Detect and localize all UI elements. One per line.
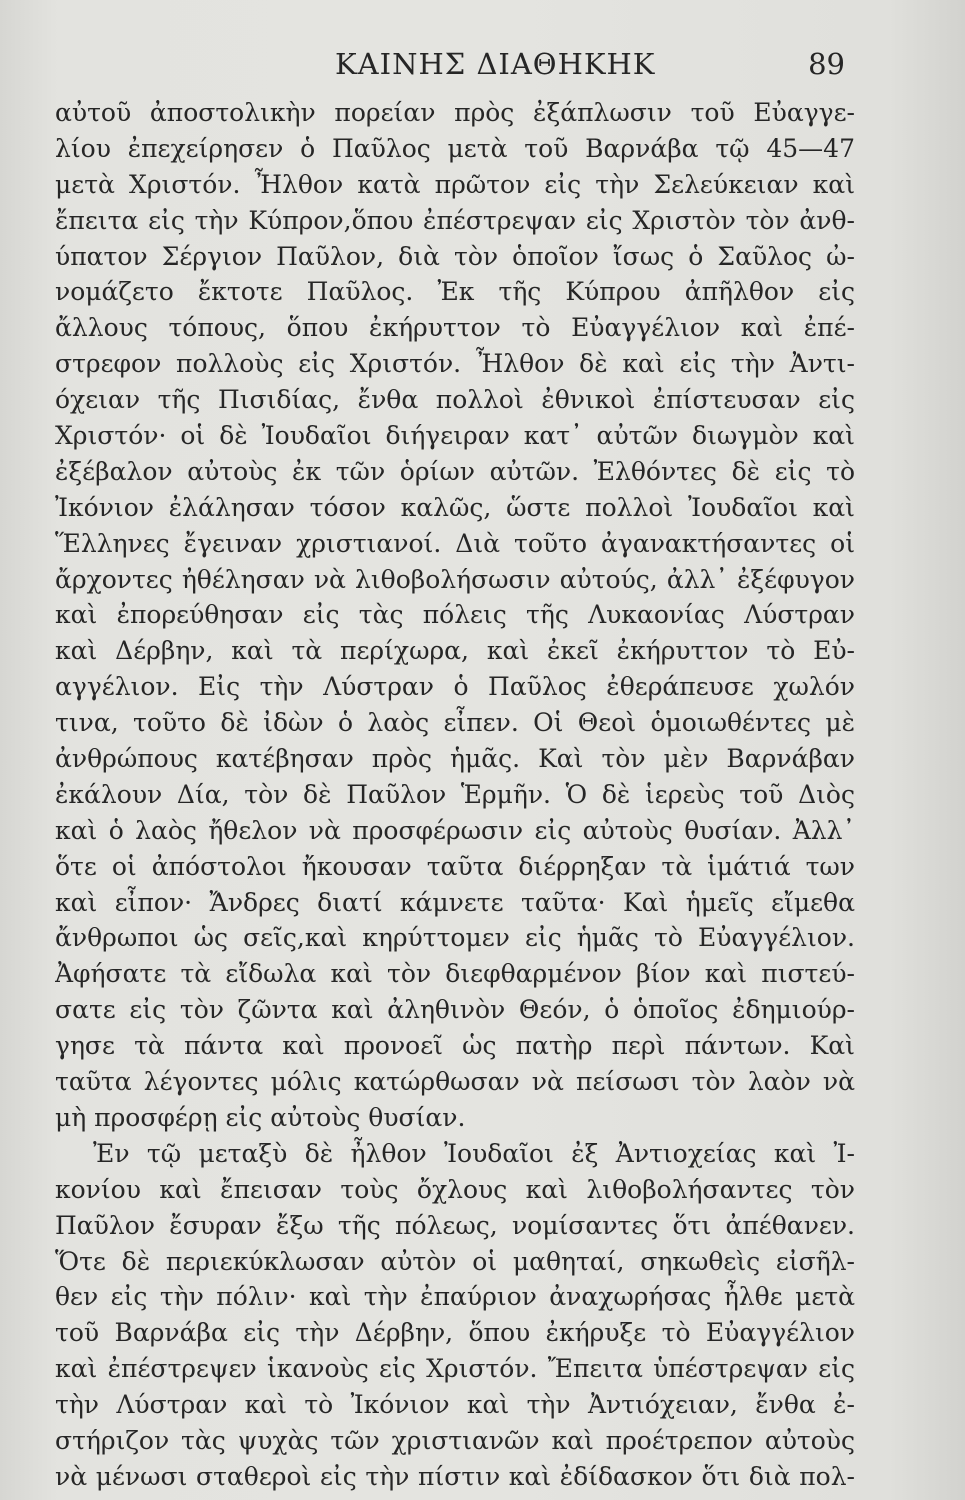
text-line: μετὰ Χριστόν. Ἦλθον κατὰ πρῶτον εἰς τὴν Σελεύκειαν καὶ	[55, 169, 855, 199]
text-line: κονίου καὶ ἔπεισαν τοὺς ὄχλους καὶ λιθοβολήσαντες τὸν	[55, 1174, 855, 1204]
text-line: Ὅτε δὲ περιεκύκλωσαν αὐτὸν οἱ μαθηταί, σηκωθεὶς εἰσῆλ-	[55, 1246, 855, 1276]
text-line: ἔπειτα εἰς τὴν Κύπρον,ὅπου ἐπέστρεψαν εἰς Χριστὸν τὸν ἀνθ-	[55, 205, 855, 235]
text-line: καὶ ἐπέστρεψεν ἱκανοὺς εἰς Χριστόν. Ἔπειτα ὑπέστρεψαν εἰς	[55, 1354, 855, 1384]
text-line: αὐτοῦ ἀποστολικὴν πορείαν πρὸς ἐξάπλωσιν τοῦ Εὐαγγε-	[55, 98, 855, 127]
text-line: αγγέλιον. Εἰς τὴν Λύστραν ὁ Παῦλος ἐθεράπευσε χωλόν	[55, 672, 855, 702]
body-text	[55, 95, 855, 1495]
text-line: Ἐν τῷ μεταξὺ δὲ ἦλθον Ἰουδαῖοι ἐξ Ἀντιοχείας καὶ Ἰ-	[93, 1138, 855, 1168]
page-number: 89	[808, 47, 845, 81]
text-line: Παῦλον ἔσυραν ἔξω τῆς πόλεως, νομίσαντες ὅτι ἀπέθανεν.	[55, 1210, 855, 1240]
text-line: ἀνθρώπους κατέβησαν πρὸς ἡμᾶς. Καὶ τὸν μὲν Βαρνάβαν	[55, 744, 855, 774]
text-line: ἄλλους τόπους, ὅπου ἐκήρυττον τὸ Εὐαγγέλιον καὶ ἐπέ-	[55, 313, 855, 343]
text-line: ταῦτα λέγοντες μόλις κατώρθωσαν νὰ πείσωσι τὸν λαὸν νὰ	[55, 1067, 855, 1097]
text-line: τινα, τοῦτο δὲ ἰδὼν ὁ λαὸς εἶπεν. Οἱ Θεοὶ ὁμοιωθέντες μὲ	[55, 708, 855, 738]
text-line: τοῦ Βαρνάβα εἰς τὴν Δέρβην, ὅπου ἐκήρυξε τὸ Εὐαγγέλιον	[55, 1318, 855, 1348]
text-line: ἄρχοντες ἠθέλησαν νὰ λιθοβολήσωσιν αὐτούς, ἀλλ᾽ ἐξέφυγον	[55, 564, 855, 594]
text-line: νομάζετο ἔκτοτε Παῦλος. Ἐκ τῆς Κύπρου ἀπῆλθον εἰς	[55, 277, 855, 307]
text-line: Ἰκόνιον ἐλάλησαν τόσον καλῶς, ὥστε πολλοὶ Ἰουδαῖοι καὶ	[55, 492, 855, 522]
text-line: καὶ ὁ λαὸς ἤθελον νὰ προσφέρωσιν εἰς αὐτοὺς θυσίαν. Ἀλλ᾽	[55, 815, 855, 845]
text-line: λίου ἐπεχείρησεν ὁ Παῦλος μετὰ τοῦ Βαρνάβα τῷ 45—47	[55, 133, 855, 163]
text-line: στήριζον τὰς ψυχὰς τῶν χριστιανῶν καὶ προέτρεπον αὐτοὺς	[55, 1425, 855, 1455]
text-line: τὴν Λύστραν καὶ τὸ Ἰκόνιον καὶ τὴν Ἀντιόχειαν, ἔνθα ἐ-	[55, 1390, 855, 1420]
text-line: καὶ εἶπον· Ἄνδρες διατί κάμνετε ταῦτα· Καὶ ἡμεῖς εἴμεθα	[55, 887, 855, 917]
text-line: ύπατον Σέργιον Παῦλον, διὰ τὸν ὁποῖον ἴσως ὁ Σαῦλος ὠ-	[55, 241, 855, 271]
text-line: ὅτε οἱ ἀπόστολοι ἤκουσαν ταῦτα διέρρηξαν τὰ ἱμάτιά των	[55, 851, 855, 881]
text-line: όχειαν τῆς Πισιδίας, ἔνθα πολλοὶ ἐθνικοὶ ἐπίστευσαν εἰς	[55, 385, 855, 415]
running-title: ΚΑΙΝΗΣ ΔΙΑΘΗΚΗΚ	[335, 47, 656, 81]
running-head	[0, 47, 965, 87]
text-line: καὶ ἐπορεύθησαν εἰς τὰς πόλεις τῆς Λυκαονίας Λύστραν	[55, 600, 855, 630]
text-line: στρεφον πολλοὺς εἰς Χριστόν. Ἦλθον δὲ καὶ εἰς τὴν Ἀντι-	[55, 349, 855, 379]
text-line: ἐκάλουν Δία, τὸν δὲ Παῦλον Ἑρμῆν. Ὁ δὲ ἱερεὺς τοῦ Διὸς	[55, 779, 855, 809]
text-line: ἄνθρωποι ὡς σεῖς,καὶ κηρύττομεν εἰς ἡμᾶς τὸ Εὐαγγέλιον.	[55, 923, 855, 953]
text-line: καὶ Δέρβην, καὶ τὰ περίχωρα, καὶ ἐκεῖ ἐκήρυττον τὸ Εὐ-	[55, 636, 855, 666]
text-line: μὴ προσφέρῃ εἰς αὐτοὺς θυσίαν.	[55, 1102, 466, 1132]
text-line: Ἕλληνες ἔγειναν χριστιανοί. Διὰ τοῦτο ἀγανακτήσαντες οἱ	[55, 528, 855, 558]
text-line: ἐξέβαλον αὐτοὺς ἐκ τῶν ὁρίων αὐτῶν. Ἐλθόντες δὲ εἰς τὸ	[55, 456, 855, 486]
text-line: γησε τὰ πάντα καὶ προνοεῖ ὡς πατὴρ περὶ πάντων. Καὶ	[55, 1031, 855, 1061]
text-line: Χριστόν· οἱ δὲ Ἰουδαῖοι διήγειραν κατ᾽ αὐτῶν διωγμὸν καὶ	[55, 421, 855, 451]
text-line: νὰ μένωσι σταθεροὶ εἰς τὴν πίστιν καὶ ἐδίδασκον ὅτι διὰ πολ-	[55, 1461, 855, 1491]
text-line: Ἀφήσατε τὰ εἴδωλα καὶ τὸν διεφθαρμένον βίον καὶ πιστεύ-	[55, 959, 855, 989]
text-line: σατε εἰς τὸν ζῶντα καὶ ἀληθινὸν Θεόν, ὁ ὁποῖος ἐδημιούρ-	[55, 995, 855, 1025]
text-line: θεν εἰς τὴν πόλιν· καὶ τὴν ἐπαύριον ἀναχωρήσας ἦλθε μετὰ	[55, 1282, 855, 1312]
